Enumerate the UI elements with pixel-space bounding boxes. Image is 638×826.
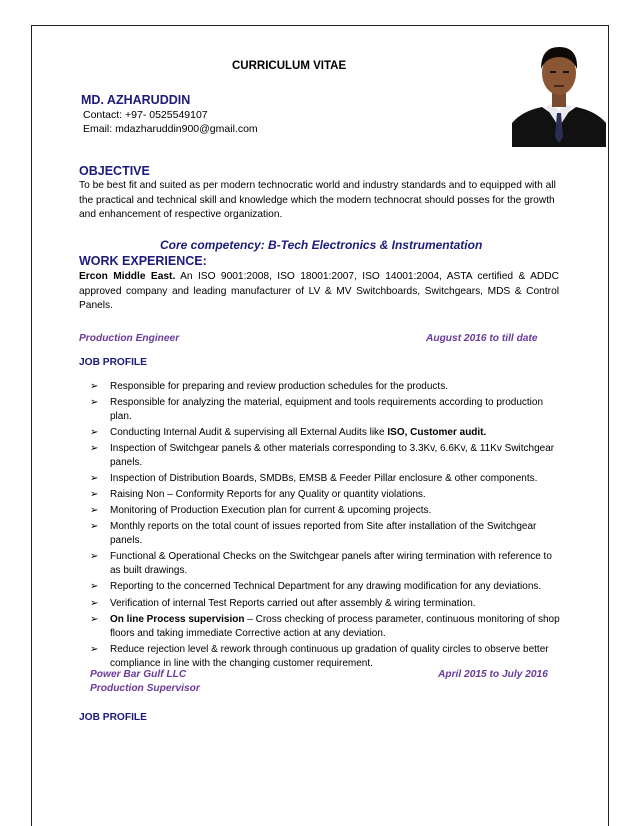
duty-item: ➢ Raising Non – Conformity Reports for any Quality or quantity violations. (90, 489, 426, 501)
document-title: CURRICULUM VITAE (232, 60, 347, 72)
arrow-bullet-icon: ➢ (90, 381, 99, 392)
contact-email: Email: mdazharuddin900@gmail.com (83, 123, 258, 135)
duty-item: ➢ Reporting to the concerned Technical Department for any drawing modification for any deviations. (90, 581, 542, 593)
arrow-bullet-icon: ➢ (90, 643, 99, 655)
arrow-bullet-icon: ➢ (90, 473, 99, 485)
duty-item: ➢ Conducting Internal Audit & supervising all External Audits like ISO, Customer audit. (90, 427, 487, 439)
candidate-name: MD. AZHARUDDIN (81, 93, 191, 107)
company1-details: An ISO 9001:2008, ISO 18001:2007, ISO 14001:2004, ASTA certified & ADDC approved company and leading manufacturer of LV & MV Switchboards, Switchgears, MDS & Control Panels. (79, 271, 559, 311)
duty-item: ➢ Verification of internal Test Reports carried out after assembly & wiring termination. (90, 597, 476, 609)
arrow-bullet-icon: ➢ (90, 613, 99, 625)
contact-phone: Contact: +97- 0525549107 (83, 109, 208, 121)
arrow-bullet-icon: ➢ (90, 521, 99, 533)
profile-photo (512, 37, 606, 147)
arrow-bullet-icon: ➢ (90, 551, 99, 563)
job-dates-1: August 2016 to till date (426, 333, 538, 344)
job-profile-heading-2: JOB PROFILE (79, 712, 147, 723)
company1-name: Ercon Middle East. (79, 271, 176, 282)
arrow-bullet-icon: ➢ (90, 597, 99, 609)
duty-item: ➢ Reduce rejection level & rework through continuous up gradation of quality circles to observe better compliance in line with the changing customer requirement. (90, 643, 549, 669)
duty-item: ➢ Monitoring of Production Execution plan for current & upcoming projects. (90, 505, 432, 517)
duty-item: ➢ On line Process supervision – Cross checking of process parameter, continuous monitoring of shop floors and taking immediate Corrective action at any deviation. (90, 613, 560, 639)
company-2-name: Power Bar Gulf LLC (90, 669, 187, 680)
work-experience-heading: WORK EXPERIENCE: (79, 254, 207, 268)
duty-item: ➢ Inspection of Switchgear panels & other materials corresponding to 3.3Kv, 6.6Kv, & 11Kv Switchgear panels. (90, 443, 555, 469)
job-dates-2: April 2015 to July 2016 (438, 669, 548, 680)
company1-description (79, 270, 559, 314)
duty-item: ➢ Responsible for analyzing the material, equipment and tools requirements according to production plan. (90, 397, 544, 422)
duties-list (90, 380, 560, 673)
duty-item: ➢ Functional & Operational Checks on the Switchgear panels after wiring termination with reference to as built drawings. (90, 551, 552, 577)
arrow-bullet-icon: ➢ (90, 505, 99, 517)
job-profile-heading-1: JOB PROFILE (79, 357, 147, 368)
job-title-2: Production Supervisor (90, 683, 200, 694)
arrow-bullet-icon: ➢ (90, 443, 99, 455)
arrow-bullet-icon: ➢ (90, 397, 99, 409)
objective-heading: OBJECTIVE (79, 164, 150, 178)
arrow-bullet-icon: ➢ (90, 489, 99, 501)
arrow-bullet-icon: ➢ (90, 427, 99, 439)
core-competency: Core competency: B-Tech Electronics & Instrumentation (160, 238, 483, 252)
duty-item: ➢ Responsible for preparing and review production schedules for the products. (90, 381, 448, 392)
arrow-bullet-icon: ➢ (90, 581, 99, 593)
duty-item: ➢ Monthly reports on the total count of issues reported from Site after installation of the Switchgear panels. (90, 521, 537, 547)
job-title-1: Production Engineer (79, 333, 180, 344)
duty-item: ➢ Inspection of Distribution Boards, SMDBs, EMSB & Feeder Pillar enclosure & other components. (90, 473, 538, 485)
objective-text: To be best fit and suited as per modern technocratic world and industry standards and to equipped with all the practical and technical skill and knowledge which the modern technocrat should posses for the growth and enhancement of respective organization. (79, 180, 556, 220)
